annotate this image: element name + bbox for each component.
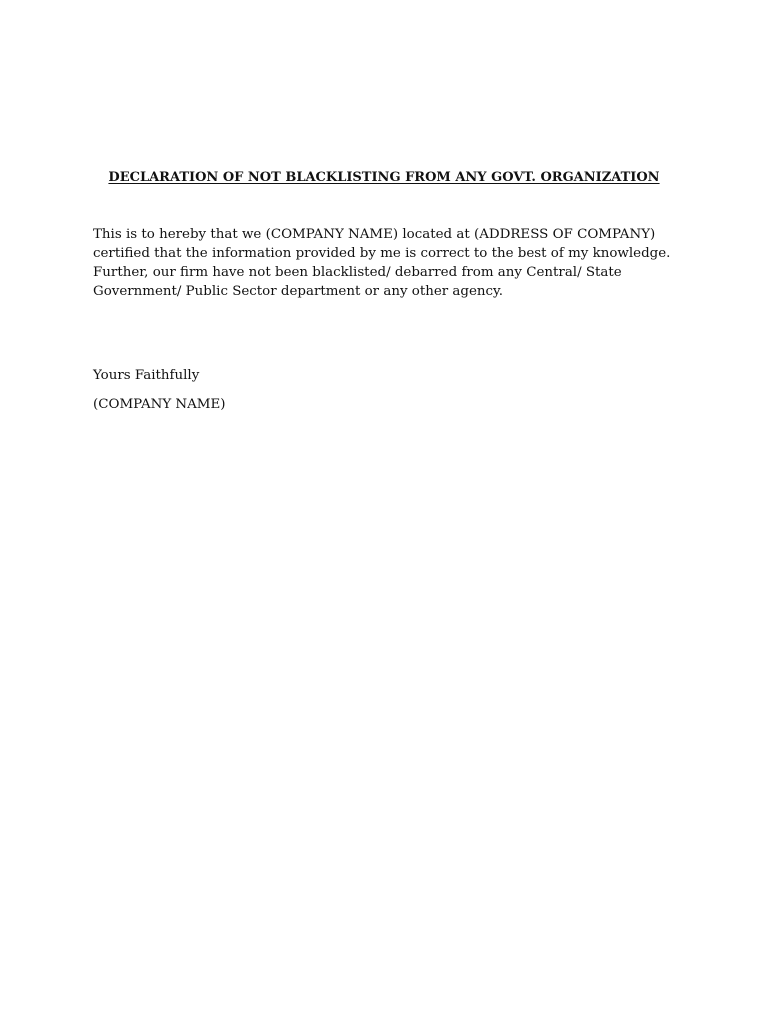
- signatory-name: (COMPANY NAME): [93, 397, 226, 412]
- paragraph-line: Government/ Public Sector department or any other agency.: [93, 284, 504, 299]
- document-title: DECLARATION OF NOT BLACKLISTING FROM ANY GOVT. ORGANIZATION: [108, 170, 660, 185]
- declaration-paragraph: [93, 225, 673, 301]
- paragraph-line: Further, our firm have not been blacklisted/ debarred from any Central/ State: [93, 265, 622, 280]
- paragraph-line: certified that the information provided by me is correct to the best of my knowledge.: [93, 246, 671, 261]
- closing-salutation: Yours Faithfully: [93, 368, 200, 383]
- paragraph-line: This is to hereby that we (COMPANY NAME) located at (ADDRESS OF COMPANY): [93, 227, 656, 242]
